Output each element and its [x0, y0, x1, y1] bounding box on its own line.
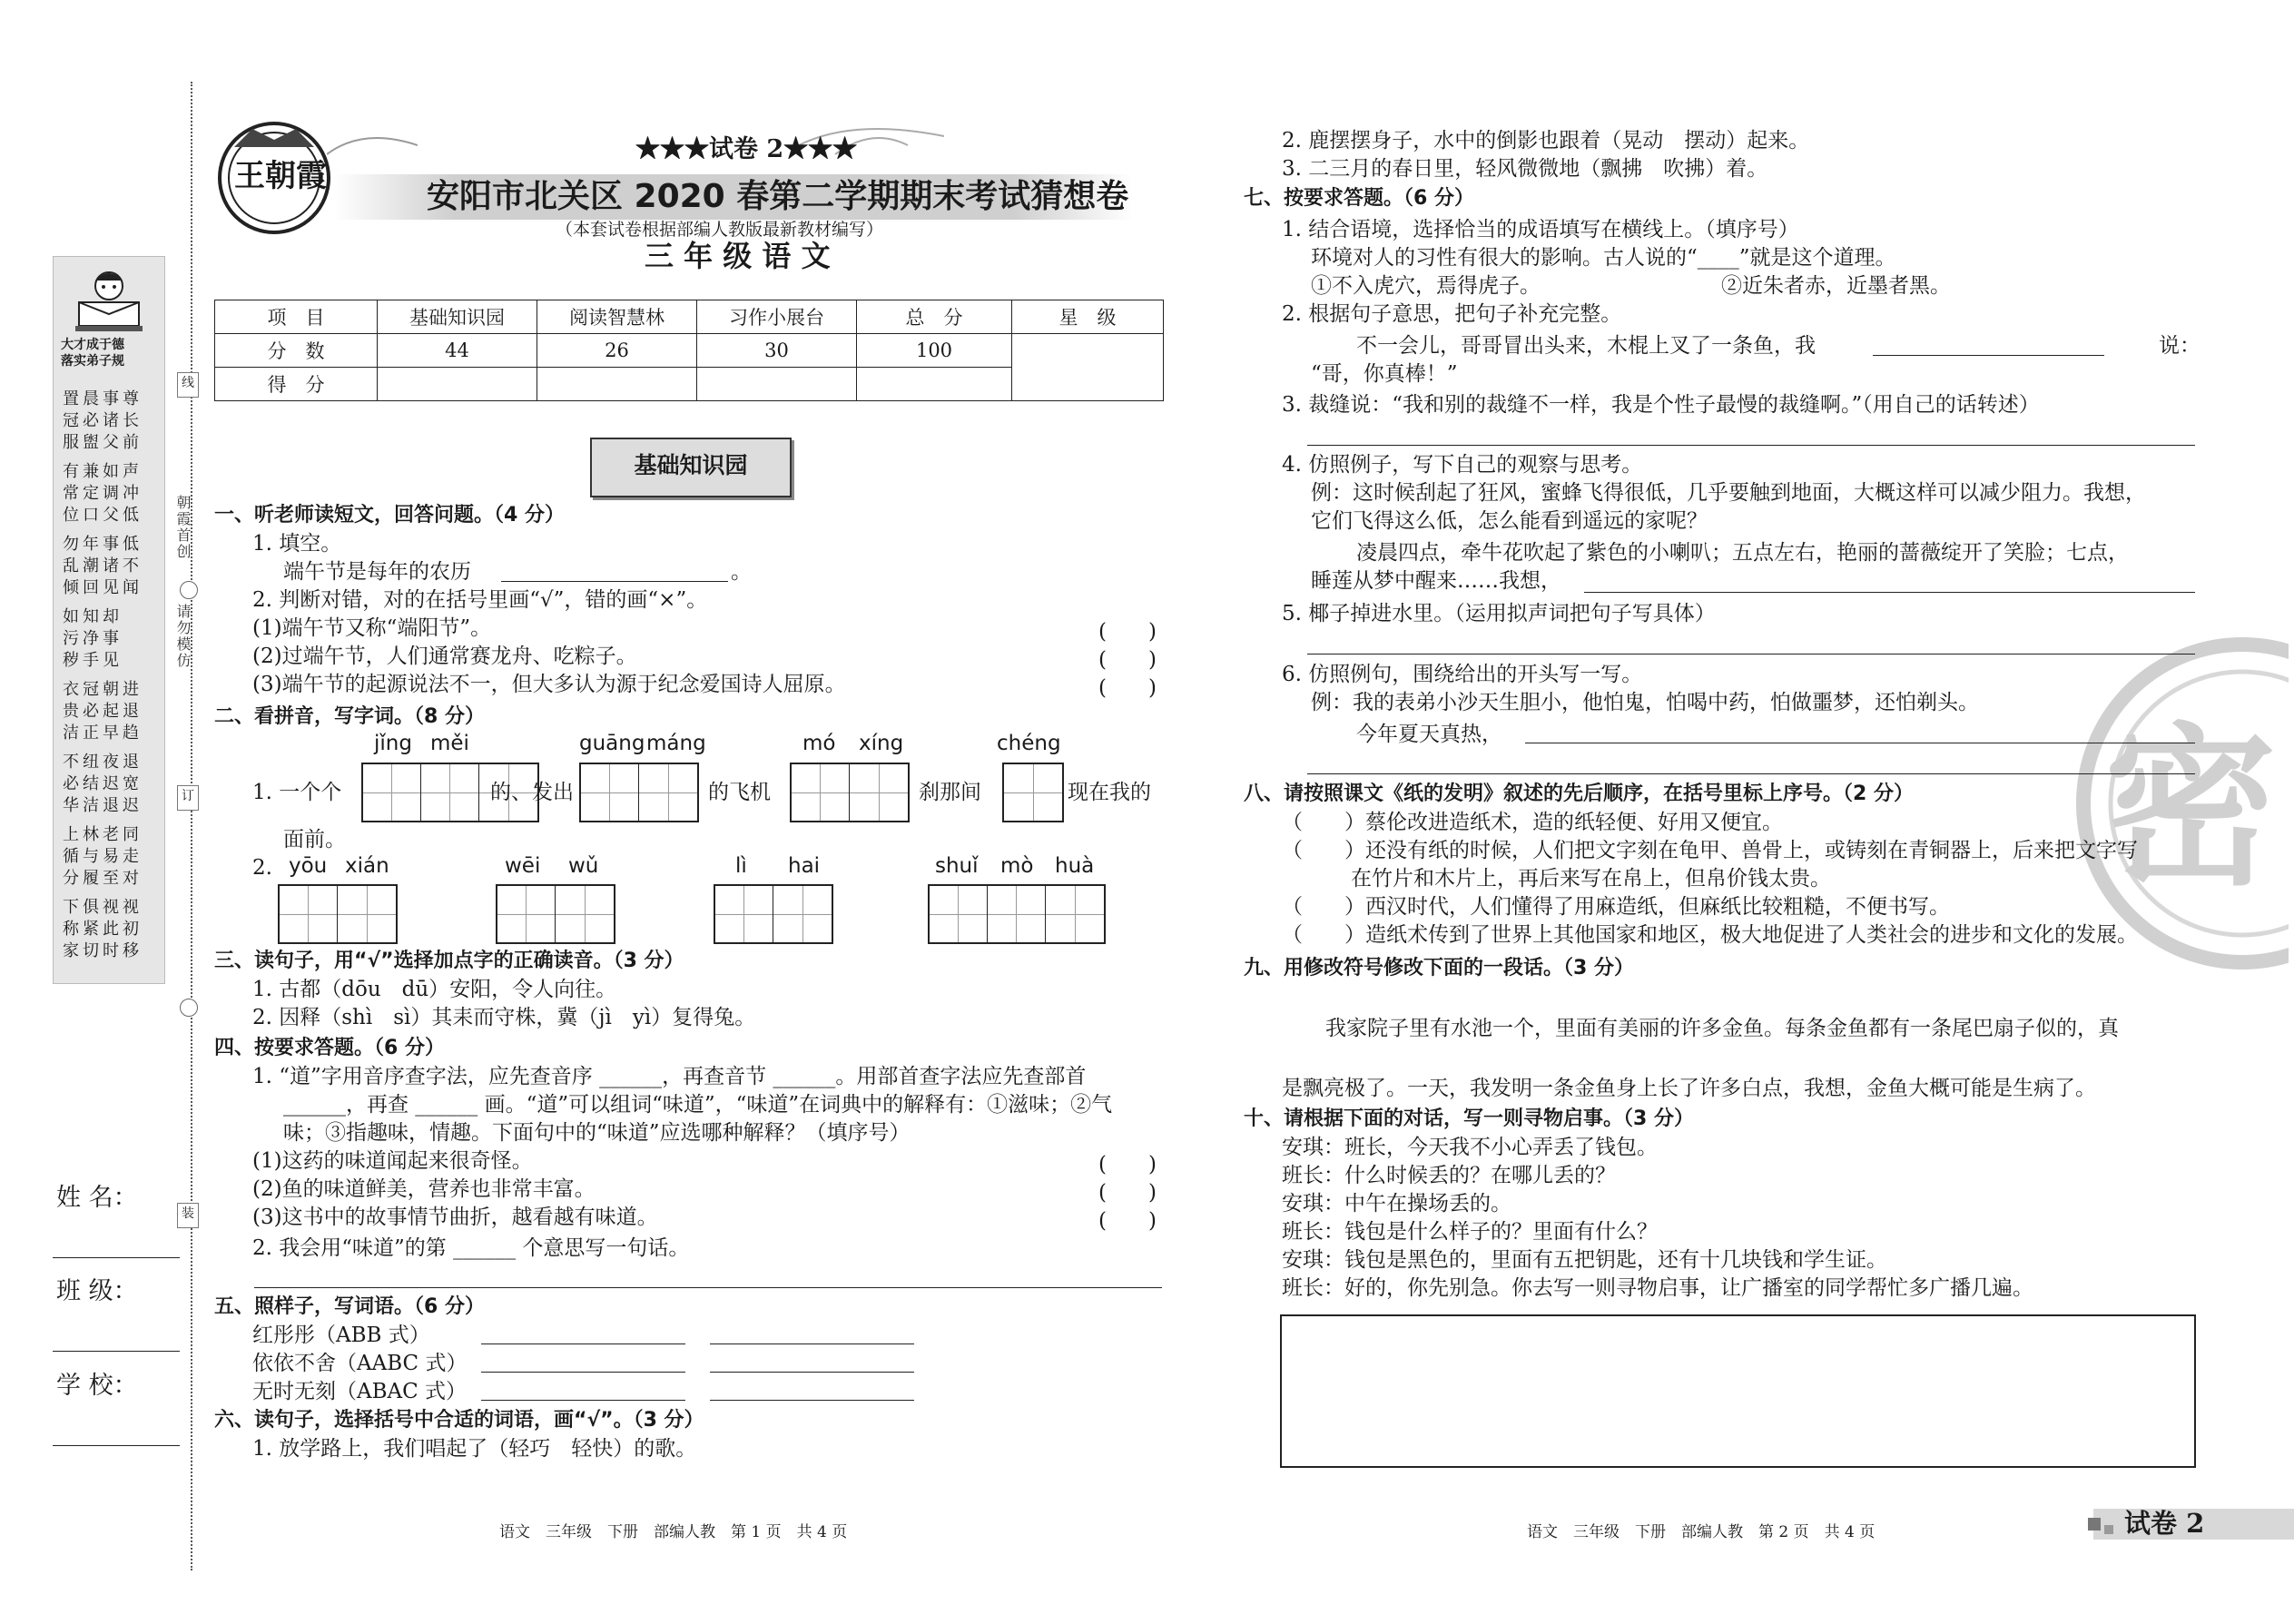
sidebar-text-line: 华洁退迟 [63, 796, 143, 815]
dialogue-line: 班长：钱包是什么样子的？里面有什么？ [1282, 1220, 1658, 1244]
q4-heading: 四、按要求答题。（6 分） [214, 1037, 445, 1059]
q5-heading: 五、照样子，写词语。（6 分） [214, 1295, 485, 1318]
sidebar-text-line: 贵必起退 [63, 702, 143, 721]
q5-item-2: 依依不舍（AABC 式） [252, 1352, 468, 1375]
answer-line[interactable] [1307, 654, 2195, 655]
answer-paren[interactable]: ( ) [1098, 676, 1157, 700]
answer-paren[interactable]: ( ) [1098, 620, 1157, 644]
answer-line[interactable] [1307, 445, 2195, 446]
dialogue-line: 安琪：钱包是黑色的，里面有五把钥匙，还有十几块钱和学生证。 [1282, 1248, 1887, 1272]
writing-grid[interactable] [278, 884, 398, 944]
q4-item-2: (2)鱼的味道鲜美，营养也非常丰富。 [252, 1177, 596, 1201]
sidebar-text-line: 循与易走 [63, 847, 143, 866]
q4-line-4: 2. 我会用“味道”的第 ______ 个意思写一句话。 [252, 1236, 690, 1260]
answer-blank[interactable] [710, 1372, 914, 1373]
writing-grid[interactable] [714, 884, 833, 944]
q8-item-1: （ ）蔡伦改进造纸术，造的纸轻便、好用又便宜。 [1282, 811, 1783, 834]
table-cell: 100 [857, 334, 1012, 368]
q7-s1a: 环境对人的习性有很大的影响。古人说的“____”就是这个道理。 [1311, 246, 1896, 270]
answer-line[interactable] [1584, 592, 2195, 593]
hole-icon [180, 581, 198, 599]
sidebar-text-line: 不纽夜退 [63, 753, 143, 772]
pinyin: xíng [859, 732, 904, 755]
sidebar-text-line: 服盥父前 [63, 433, 143, 452]
sidebar-text-line: 家切时移 [63, 941, 143, 960]
answer-paren[interactable]: ( ) [1098, 1153, 1157, 1176]
sidebar-text-line: 勿年事低 [63, 535, 143, 554]
table-cell: 44 [378, 334, 537, 368]
writing-grid[interactable] [1002, 763, 1064, 822]
answer-blank[interactable] [710, 1343, 914, 1344]
q1-fill-blank[interactable] [501, 581, 728, 582]
q3-heading: 三、读句子，用“√”选择加点字的正确读音。（3 分） [214, 950, 684, 972]
brand-name: 王朝霞 [234, 158, 327, 194]
q6-item-1: 1. 放学路上，我们唱起了（轻巧 轻快）的歌。 [252, 1437, 697, 1461]
pinyin: chéng [997, 732, 1061, 755]
answer-paren[interactable]: ( ) [1098, 648, 1157, 672]
star-rating-cell[interactable] [1012, 334, 1164, 401]
secret-stamp-text: 密 [2104, 706, 2278, 909]
q2-text-a: 1. 一个个 [252, 781, 342, 804]
ribbon-decoration [327, 127, 418, 163]
dialogue-line: 安琪：中午在操场丢的。 [1282, 1192, 1511, 1216]
q1-fill-end: 。 [731, 560, 752, 584]
q4-line-2: ______，再查 ______ 画。“道”可以组词“味道”，“味道”在词典中的解释有：①滋味；②气 [283, 1093, 1113, 1117]
answer-blank[interactable] [481, 1343, 685, 1344]
table-cell: 星 级 [1012, 300, 1164, 334]
cut-label-2: 请勿模仿 [174, 604, 192, 669]
page-footer-left: 语文 三年级 下册 部编人教 第 1 页 共 4 页 [499, 1523, 848, 1541]
q7-s4a: 例：这时候刮起了狂风，蜜蜂飞得很低，几乎要触到地面，大概这样可以减少阻力。我想， [1311, 481, 2146, 505]
table-cell: 总 分 [857, 300, 1012, 334]
score-input-cell[interactable] [697, 368, 857, 401]
q7-s6: 6. 仿照例句，围绕给出的开头写一写。 [1282, 663, 1643, 686]
pinyin: jǐng [374, 732, 412, 755]
pinyin: hai [788, 854, 821, 878]
q7-s4: 4. 仿照例子，写下自己的观察与思考。 [1282, 453, 1643, 477]
sidebar-text-line: 位口父低 [63, 506, 143, 525]
q7-s2b: “哥，你真棒！” [1311, 362, 1458, 386]
exam-subtitle: （本套试卷根据部编人教版最新教材编写） [556, 220, 884, 240]
pinyin: lì [735, 854, 747, 878]
q4-item-1: (1)这药的味道闻起来很奇怪。 [252, 1149, 533, 1173]
q8-item-3: （ ）西汉时代，人们懂得了用麻造纸，但麻纸比较粗糙，不便书写。 [1282, 895, 1950, 919]
answer-line[interactable] [254, 1287, 1162, 1288]
writing-grid[interactable] [790, 763, 910, 822]
table-cell: 26 [537, 334, 697, 368]
binding-marker-2: 订 [177, 785, 199, 811]
sidebar-text-line: 置晨事尊 [63, 389, 143, 408]
score-table-header-row [215, 300, 1164, 334]
q6-item-3: 3. 二三月的春日里，轻风微微地（飘拂 吹拂）着。 [1282, 157, 1768, 181]
class-label: 班 级： [56, 1277, 138, 1305]
q7-s1b: ①不入虎穴，焉得虎子。 [1311, 274, 1541, 298]
q7-s6a: 例：我的表弟小沙天生胆小，他怕鬼，怕喝中药，怕做噩梦，还怕剃头。 [1311, 691, 1979, 714]
q2-heading: 二、看拼音，写字词。（8 分） [214, 705, 485, 728]
q2-text-end: 面前。 [283, 828, 346, 851]
answer-line[interactable] [1307, 773, 2195, 774]
sidebar-text-block [63, 389, 157, 969]
sidebar-text-line: 倾回见闻 [63, 578, 143, 597]
q9-heading: 九、用修改符号修改下面的一段话。（3 分） [1244, 957, 1634, 979]
fold-dotted-line [191, 82, 192, 1570]
school-label: 学 校： [56, 1372, 138, 1400]
sidebar-text-line: 称紧此初 [63, 920, 143, 939]
table-cell: 得 分 [215, 368, 378, 401]
q8-item-2: （ ）还没有纸的时候，人们把文字刻在龟甲、兽骨上，或铸刻在青铜器上，后来把文字写 [1282, 839, 2138, 862]
q9-para-1: 我家院子里有水池一个，里面有美丽的许多金鱼。每条金鱼都有一条尾巴扇子似的，真 [1325, 1017, 2119, 1040]
answer-box[interactable] [1280, 1314, 2196, 1468]
name-field[interactable] [53, 1257, 180, 1258]
table-cell: 习作小展台 [697, 300, 857, 334]
q1-item-1: (1)端午节又称“端阳节”。 [252, 616, 492, 640]
grade-subject: 三 年 级 语 文 [645, 239, 831, 273]
table-cell: 阅读智慧林 [537, 300, 697, 334]
q3-item-1: 1. 古都（dōu dū）安阳，令人向往。 [252, 978, 617, 1001]
writing-grid[interactable] [496, 884, 615, 944]
q8-heading: 八、请按照课文《纸的发明》叙述的先后顺序，在括号里标上序号。（2 分） [1244, 782, 1914, 805]
section-banner-label: 基础知识园 [634, 452, 748, 478]
pinyin: mò [1000, 854, 1034, 878]
sidebar-text-line: 如知却 [63, 607, 123, 626]
sidebar-text-line: 衣冠朝进 [63, 680, 143, 699]
q7-s6b: 今年夏天真热， [1356, 723, 1502, 746]
sidebar-motto-2: 落实弟子规 [61, 354, 124, 369]
sidebar-text-line: 必结迟宽 [63, 774, 143, 793]
q9-para-2: 是飘亮极了。一天，我发明一条金鱼身上长了许多白点，我想，金鱼大概可能是生病了。 [1282, 1077, 2096, 1100]
dialogue-line: 班长：好的，你先别急。你去写一则寻物启事，让广播室的同学帮忙多广播几遍。 [1282, 1276, 2033, 1300]
q1-item-2: (2)过端午节，人们通常赛龙舟、吃粽子。 [252, 645, 637, 668]
hole-icon [180, 999, 198, 1017]
q6-heading: 六、读句子，选择括号中合适的词语，画“√”。（3 分） [214, 1409, 704, 1432]
q7-s4b: 它们飞得这么低，怎么能看到遥远的家呢？ [1311, 509, 1708, 533]
sidebar-text-line: 洁正早趋 [63, 723, 143, 743]
score-table [214, 300, 1164, 401]
dialogue-line: 安琪：班长，今天我不小心弄丢了钱包。 [1282, 1136, 1658, 1159]
square-icon [2104, 1525, 2113, 1534]
q8-item-4: （ ）造纸术传到了世界上其他国家和地区，极大地促进了人类社会的进步和文化的发展。 [1282, 923, 2138, 947]
answer-paren[interactable]: ( ) [1098, 1181, 1157, 1205]
q2-text-e: 现在我的 [1068, 781, 1151, 804]
q6-item-2: 2. 鹿摆摆身子，水中的倒影也跟着（晃动 摆动）起来。 [1282, 129, 1810, 153]
q4-line-3: 味；③指趣味，情趣。下面句中的“味道”应选哪种解释？（填序号） [283, 1121, 911, 1145]
pinyin: huà [1055, 854, 1095, 878]
q7-s1c: ②近朱者赤，近墨者黑。 [1721, 274, 1951, 298]
table-cell: 基础知识园 [378, 300, 537, 334]
q7-heading: 七、按要求答题。（6 分） [1244, 187, 1474, 210]
school-field[interactable] [53, 1445, 180, 1446]
q4-item-3: (3)这书中的故事情节曲折，越看越有味道。 [252, 1206, 658, 1229]
pinyin: guāng [579, 732, 645, 755]
q7-s2a-end: 说： [2159, 334, 2200, 358]
score-input-cell[interactable] [857, 368, 1012, 401]
sidebar-text-line: 有兼如声 [63, 462, 143, 481]
q5-item-3: 无时无刻（ABAC 式） [252, 1380, 468, 1403]
table-cell: 项 目 [215, 300, 378, 334]
sidebar-text-line: 秽手见 [63, 651, 123, 670]
paper-label: 试卷 2 [2124, 1508, 2205, 1539]
binding-marker-3: 装 [177, 1203, 199, 1228]
q1-heading: 一、听老师读短文，回答问题。（4 分） [214, 504, 565, 527]
dialogue-line: 班长：什么时候丢的？在哪儿丢的？ [1282, 1164, 1616, 1187]
answer-blank[interactable] [1873, 355, 2104, 356]
q7-s4d: 睡莲从梦中醒来……我想， [1311, 569, 1561, 593]
writing-grid[interactable] [579, 763, 699, 822]
q7-s5: 5. 椰子掉进水里。（运用拟声词把句子写具体） [1282, 602, 1716, 625]
pinyin: wǔ [568, 854, 599, 878]
table-cell: 分 数 [215, 334, 378, 368]
q2-text-b: 的、发出 [490, 781, 574, 804]
paper-badge: ★★★试卷 2★★★ [635, 135, 858, 163]
pinyin: wēi [505, 854, 541, 878]
sidebar-text-line: 分履至对 [63, 869, 143, 888]
q2-line2-label: 2. [252, 856, 272, 880]
q1-item-3: (3)端午节的起源说法不一，但大多认为源于纪念爱国诗人屈原。 [252, 673, 846, 696]
q4-line-1: 1. “道”字用音序查字法，应先查音序 ______，再查音节 ______。用部首查字法应先查部首 [252, 1065, 1087, 1088]
q5-item-1: 红彤彤（ABB 式） [252, 1324, 430, 1347]
sidebar-text-line: 常定调冲 [63, 484, 143, 503]
q10-heading: 十、请根据下面的对话，写一则寻物启事。（3 分） [1244, 1107, 1694, 1130]
page-footer-right: 语文 三年级 下册 部编人教 第 2 页 共 4 页 [1527, 1523, 1876, 1541]
answer-paren[interactable]: ( ) [1098, 1209, 1157, 1233]
pinyin: xián [345, 854, 389, 878]
sidebar-text-line: 上林老同 [63, 825, 143, 844]
sidebar-text-line: 冠必诸长 [63, 411, 143, 430]
sidebar-text-line: 乱潮诸不 [63, 556, 143, 576]
score-table-points-row [215, 334, 1164, 368]
q2-text-c: 的飞机 [708, 781, 771, 804]
pinyin: mó [802, 732, 836, 755]
pinyin: shuǐ [935, 854, 979, 878]
sidebar-panel [53, 256, 165, 984]
q8-item-2-cont: 在竹片和木片上，再后来写在帛上，但帛价钱太贵。 [1351, 867, 1831, 891]
name-label: 姓 名： [56, 1184, 138, 1212]
table-cell: 30 [697, 334, 857, 368]
pinyin: máng [646, 732, 706, 755]
score-input-cell[interactable] [378, 368, 537, 401]
cut-label-1: 朝霞首创 [174, 495, 192, 560]
q7-s3: 3. 裁缝说：“我和别的裁缝不一样，我是个性子最慢的裁缝啊。”（用自己的话转述） [1282, 393, 2040, 417]
sidebar-text-line: 污净事 [63, 629, 123, 648]
sidebar-text-line: 下俱视视 [63, 898, 143, 917]
q1-sub-a: 1. 填空。 [252, 532, 342, 556]
pinyin: yōu [289, 854, 328, 878]
sidebar-motto-1: 大才成于德 [61, 338, 124, 352]
q1-fill-text: 端午节是每年的农历 [283, 560, 471, 584]
answer-blank[interactable] [710, 1400, 914, 1401]
exam-title: 安阳市北关区 2020 春第二学期期末考试猜想卷 [427, 178, 1129, 215]
answer-blank[interactable] [481, 1372, 685, 1373]
q7-s4c: 凌晨四点，牵牛花吹起了紫色的小喇叭；五点左右，艳丽的蔷薇绽开了笑脸；七点， [1356, 541, 2129, 565]
q2-text-d: 刹那间 [919, 781, 981, 804]
pinyin: měi [430, 732, 469, 755]
q7-s2: 2. 根据句子意思，把句子补充完整。 [1282, 302, 1622, 326]
sidebar-mascot [72, 264, 146, 337]
score-input-cell[interactable] [537, 368, 697, 401]
q7-s2a: 不一会儿，哥哥冒出头来，木棍上叉了一条鱼，我 [1356, 334, 1816, 358]
class-field[interactable] [53, 1351, 180, 1352]
square-icon [2088, 1518, 2101, 1530]
writing-grid[interactable] [928, 884, 1106, 944]
section-banner [590, 438, 792, 497]
binding-marker-1: 线 [177, 372, 199, 398]
q1-sub-b: 2. 判断对错，对的在括号里画“√”，错的画“×”。 [252, 588, 708, 612]
answer-blank[interactable] [481, 1400, 685, 1401]
q3-item-2: 2. 因释（shì sì）其耒而守株，冀（jì yì）复得兔。 [252, 1006, 756, 1029]
q7-s1: 1. 结合语境，选择恰当的成语填写在横线上。（填序号） [1282, 218, 1799, 241]
